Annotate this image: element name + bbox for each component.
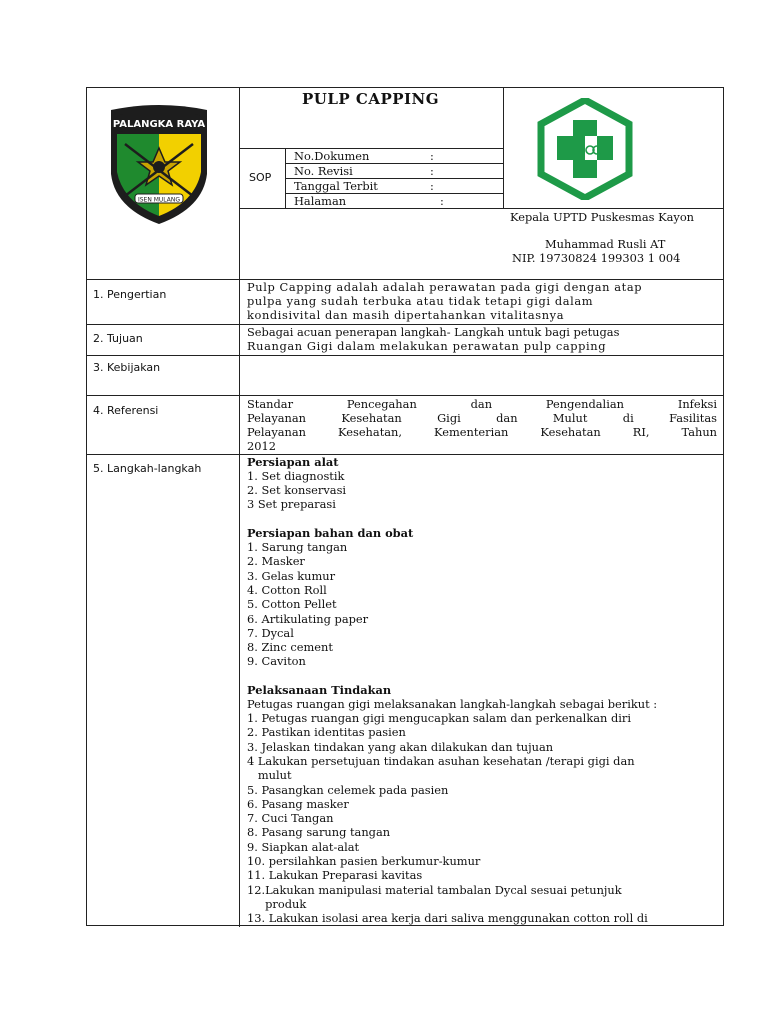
list-item: 11. Lakukan Preparasi kavitas: [247, 868, 423, 882]
puskesmas-logo: [535, 98, 635, 200]
list-item: 5. Pasangkan celemek pada pasien: [247, 783, 449, 797]
title-bottom-line: [239, 148, 504, 149]
list-item: 1. Petugas ruangan gigi mengucapkan salam dan perkenalkan diri: [247, 711, 631, 725]
tindakan-intro: Petugas ruangan gigi melaksanakan langkah-langkah sebagai berikut :: [247, 697, 658, 711]
list-item: 6. Pasang masker: [247, 797, 349, 811]
list-item: 1. Set diagnostik: [247, 469, 345, 483]
list-item: 5. Cotton Pellet: [247, 597, 337, 611]
list-item: 9. Siapkan alat-alat: [247, 840, 360, 854]
row-line-kebijakan: [87, 355, 724, 356]
approver-name: Muhammad Rusli AT: [545, 237, 666, 251]
row-label-tujuan: 2. Tujuan: [93, 332, 143, 345]
row-label-langkah: 5. Langkah-langkah: [93, 462, 202, 475]
referensi-line: Pelayanan Kesehatan, Kementerian Kesehatan RI, Tahun: [247, 425, 717, 439]
approver-title: Kepala UPTD Puskesmas Kayon: [510, 210, 695, 224]
sop-document-table: [86, 87, 724, 926]
list-item: 3. Gelas kumur: [247, 569, 336, 583]
referensi-line: Standar Pencegahan dan Pengendalian Infeksi: [247, 397, 717, 411]
doc-field-no-revisi: No. Revisi: [294, 164, 353, 178]
section-title-alat: Persiapan alat: [247, 455, 339, 469]
tujuan-line: Ruangan Gigi dalam melakukan perawatan pulp capping: [247, 339, 607, 353]
list-item: 8. Pasang sarung tangan: [247, 825, 391, 839]
list-item: 3 Set preparasi: [247, 497, 336, 511]
doc-field-halaman: Halaman: [294, 194, 347, 208]
tujuan-line: Sebagai acuan penerapan langkah- Langkah untuk bagi petugas: [247, 325, 620, 339]
list-item: 2. Masker: [247, 554, 305, 568]
svg-text:ISEN MULANG: ISEN MULANG: [137, 196, 181, 204]
list-item: 2. Pastikan identitas pasien: [247, 725, 406, 739]
row-line-langkah: [87, 454, 724, 455]
referensi-line: Pelayanan Kesehatan Gigi dan Mulut di Fasilitas: [247, 411, 717, 425]
list-item: 6. Artikulating paper: [247, 612, 369, 626]
list-item: 3. Jelaskan tindakan yang akan dilakukan dan tujuan: [247, 740, 554, 754]
list-item: 13. Lakukan isolasi area kerja dari saliva menggunakan cotton roll di: [247, 911, 648, 925]
column-divider-label: [239, 88, 240, 927]
pengertian-line: pulpa yang sudah terbuka atau tidak tetapi gigi dalam: [247, 294, 594, 308]
list-item: 9. Caviton: [247, 654, 306, 668]
doc-field-tanggal-terbit: Tanggal Terbit: [294, 179, 378, 193]
sop-label: SOP: [249, 171, 272, 184]
document-title: PULP CAPPING: [302, 90, 440, 108]
list-item: 10. persilahkan pasien berkumur-kumur: [247, 854, 481, 868]
doc-field-colon: :: [440, 194, 444, 208]
row-label-kebijakan: 3. Kebijakan: [93, 361, 161, 374]
referensi-line: 2012: [247, 439, 276, 453]
doc-field-colon: :: [430, 149, 434, 163]
svg-text:PALANGKA RAYA: PALANGKA RAYA: [112, 119, 206, 130]
row-line-referensi: [87, 395, 724, 396]
list-item: 1. Sarung tangan: [247, 540, 348, 554]
pengertian-line: Pulp Capping adalah adalah perawatan pada gigi dengan atap: [247, 280, 643, 294]
list-item: mulut: [247, 768, 292, 782]
list-item: 7. Dycal: [247, 626, 294, 640]
list-item: produk: [247, 897, 307, 911]
pengertian-line: kondisivital dan masih dipertahankan vitalitasnya: [247, 308, 565, 322]
approver-nip: NIP. 19730824 199303 1 004: [512, 251, 681, 265]
list-item: 2. Set konservasi: [247, 483, 347, 497]
list-item: 12.Lakukan manipulasi material tambalan Dycal sesuai petunjuk: [247, 883, 622, 897]
palangka-raya-emblem: [103, 104, 215, 228]
doc-field-colon: :: [430, 179, 434, 193]
doc-field-colon: :: [430, 164, 434, 178]
row-label-referensi: 4. Referensi: [93, 404, 159, 417]
section-title-bahan: Persiapan bahan dan obat: [247, 526, 414, 540]
row-label-pengertian: 1. Pengertian: [93, 288, 167, 301]
list-item: 4. Cotton Roll: [247, 583, 327, 597]
list-item: 4 Lakukan persetujuan tindakan asuhan kesehatan /terapi gigi dan: [247, 754, 635, 768]
section-title-tindakan: Pelaksanaan Tindakan: [247, 683, 392, 697]
list-item: 8. Zinc cement: [247, 640, 333, 654]
doc-field-no-dokumen: No.Dokumen: [294, 149, 370, 163]
list-item: 7. Cuci Tangan: [247, 811, 334, 825]
